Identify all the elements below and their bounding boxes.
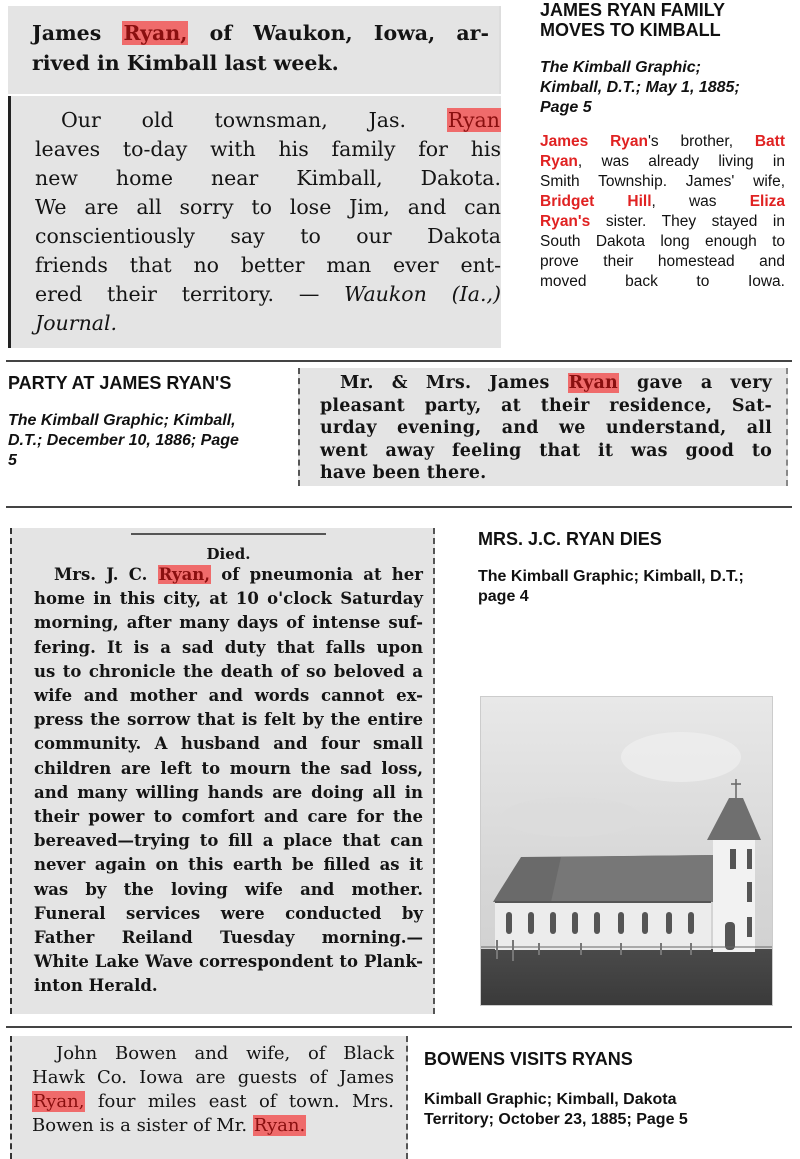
citation: The Kimball Graphic; Kimball, D.T.; December 10, 1886; Page 5	[8, 412, 239, 469]
clip-line: bereaved—trying to fill a place that can	[34, 831, 423, 851]
clip-line: and many willing hands are doing all in	[34, 782, 423, 802]
clipping-party	[298, 368, 788, 486]
family-note: James Ryan's brother, Batt Ryan, was already living in Smith Township. James' wife, Bridget Hill, was Eliza Ryan's sister. They stayed in South Dakota long enough to prove their homestead and moved back to Iowa.	[540, 133, 786, 290]
section-heading: PARTY AT JAMES RYAN'S	[8, 373, 232, 393]
clip-line: White Lake Wave correspondent to Plank-	[34, 952, 423, 972]
citation: The Kimball Graphic; Kimball, D.T.; page 4	[478, 568, 744, 605]
clip-line: went away feeling that it was good to	[320, 440, 772, 461]
clip-line: Our old townsman, Jas. Ryan	[61, 108, 500, 132]
clip-line: rived in Kimball last week.	[32, 51, 339, 75]
clip-line: press the sorrow that is felt by the entire	[34, 710, 423, 730]
clipping-obituary	[10, 528, 435, 1014]
clip-line: pleasant party, at their residence, Sat-	[320, 395, 772, 416]
divider	[6, 506, 792, 508]
clip-line: fering. It is a sad duty that falls upon	[34, 637, 423, 657]
clip-line: friends that no better man ever ent-	[35, 253, 501, 277]
name-highlight: Ryan,	[33, 1091, 85, 1112]
clipping-departure	[8, 96, 501, 348]
name-highlight: Ryan,	[158, 565, 211, 584]
clip-line: ered their territory. — Waukon (Ia.,)	[35, 282, 501, 306]
clip-line: children are left to mourn the sad loss,	[34, 758, 423, 778]
citation: Kimball Graphic; Kimball, Dakota Territory; October 23, 1885; Page 5	[424, 1091, 688, 1128]
citation: The Kimball Graphic; Kimball, D.T.; May 1, 1885; Page 5	[540, 59, 740, 116]
clip-line: new home near Kimball, Dakota.	[35, 166, 501, 190]
clip-line: conscientiously say to our Dakota	[35, 224, 501, 248]
clip-line: never again on this earth be filled as it	[34, 855, 423, 875]
clip-line: was by the loving wife and mother.	[34, 879, 423, 899]
section-heading: BOWENS VISITS RYANS	[424, 1049, 633, 1069]
clip-line: Mrs. J. C. Ryan, of pneumonia at her	[54, 565, 423, 584]
clip-line: We are all sorry to lose Jim, and can	[35, 195, 501, 219]
clip-line: inton Herald.	[34, 976, 158, 996]
clip-line: wife and mother and words cannot ex-	[34, 686, 423, 706]
column-rule	[131, 533, 326, 535]
divider	[6, 1026, 792, 1028]
clip-line: John Bowen and wife, of Black	[56, 1043, 394, 1064]
name-highlight: Ryan.	[253, 1115, 306, 1136]
clip-line: Father Reiland Tuesday morning.—	[34, 928, 423, 948]
clip-line: Journal.	[35, 311, 118, 335]
section-bowens	[424, 1049, 784, 1130]
section-obituary	[478, 529, 788, 607]
clipping-arrival	[8, 6, 501, 94]
name-highlight: Ryan	[447, 108, 500, 132]
section-heading: MRS. J.C. RYAN DIES	[478, 529, 662, 549]
section-family-moves	[540, 0, 785, 292]
church-image	[481, 697, 772, 1005]
divider	[6, 360, 792, 362]
clip-line: leaves to-day with his family for his	[35, 137, 501, 161]
clip-line: Bowen is a sister of Mr. Ryan.	[32, 1115, 306, 1136]
clip-line: their power to comfort and care for the	[34, 807, 423, 827]
clip-line: urday evening, and we understand, all	[320, 418, 772, 438]
clip-line: Hawk Co. Iowa are guests of James	[32, 1067, 394, 1088]
clip-line: James Ryan, of Waukon, Iowa, ar-	[32, 21, 489, 45]
clip-line: home in this city, at 10 o'clock Saturday	[34, 589, 423, 609]
name-highlight: Ryan	[568, 373, 618, 393]
section-heading: JAMES RYAN FAMILY MOVES TO KIMBALL	[540, 0, 726, 40]
clip-line: us to chronicle the death of so beloved a	[34, 661, 423, 681]
obituary-title: Died.	[206, 545, 251, 563]
section-party	[8, 373, 288, 471]
clip-line: Ryan, four miles east of town. Mrs.	[33, 1091, 394, 1112]
clip-line: have been there.	[320, 463, 487, 483]
clip-line: Mr. & Mrs. James Ryan gave a very	[340, 373, 772, 393]
name-highlight: Ryan,	[123, 21, 188, 45]
church-photo	[480, 696, 773, 1006]
clip-line: community. A husband and four small	[34, 734, 423, 754]
clip-line: Funeral services were conducted by	[34, 903, 423, 923]
clipping-bowens	[10, 1036, 408, 1159]
clip-line: morning, after many days of intense suf-	[34, 613, 423, 633]
